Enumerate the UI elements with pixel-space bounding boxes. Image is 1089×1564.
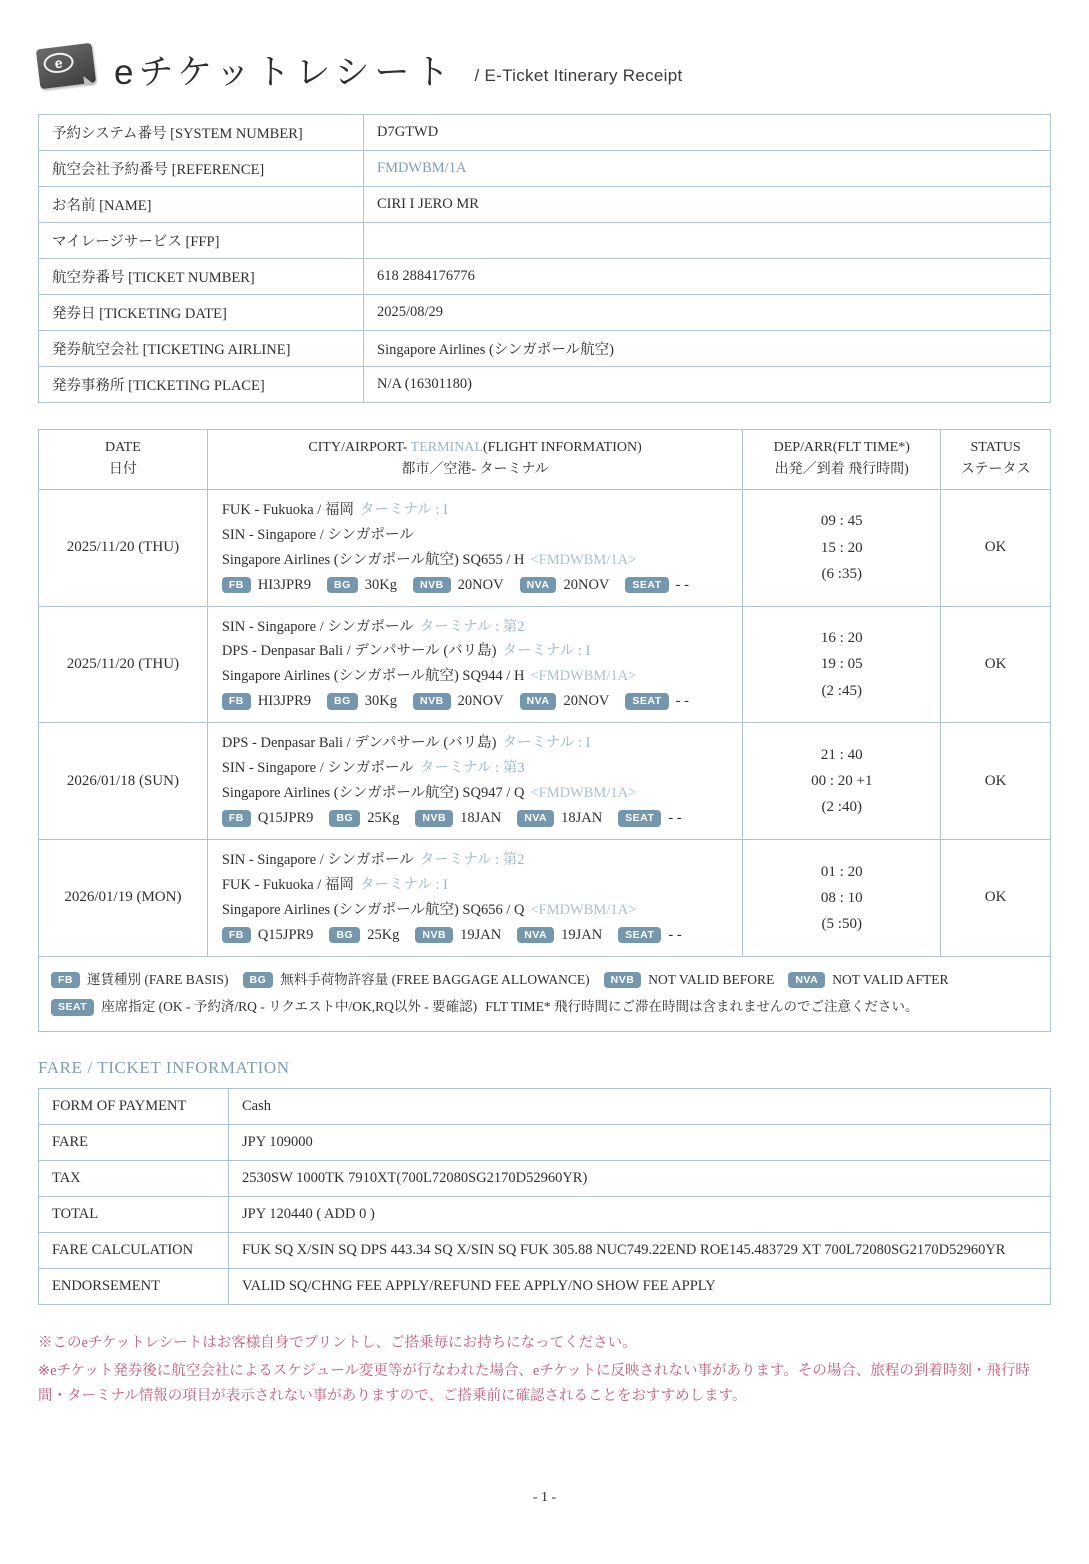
- flight-city-cell: [207, 606, 743, 723]
- arrival-time: 15 : 20: [820, 539, 863, 556]
- arrival-time: 08 : 10: [820, 889, 863, 906]
- legend-item-text: NOT VALID AFTER: [832, 971, 949, 987]
- route-line: [222, 639, 739, 664]
- col-header-city-terminal: TERMINAL: [410, 440, 483, 455]
- fare-value: JPY 109000: [229, 1125, 1051, 1161]
- booking-label: お名前 [NAME]: [39, 187, 364, 223]
- booking-label: 予約システム番号 [SYSTEM NUMBER]: [39, 115, 364, 151]
- flight-info-line: [222, 664, 739, 689]
- seat-badge: SEAT: [618, 927, 661, 944]
- col-header-date: [39, 430, 208, 490]
- booking-label: 航空会社予約番号 [REFERENCE]: [39, 151, 364, 187]
- route-text: SIN - Singapore / シンガポール: [221, 618, 414, 635]
- bg-badge: BG: [243, 972, 274, 989]
- legend-item: [243, 972, 590, 987]
- nva-value: 20NOV: [563, 576, 610, 593]
- nvb-value: 20NOV: [457, 576, 504, 593]
- arrival-time: 19 : 05: [820, 656, 863, 673]
- itinerary-header-row: [39, 430, 1051, 490]
- fare-label: ENDORSEMENT: [39, 1269, 229, 1305]
- flt-time-note: FLT TIME* 飛行時間にご滞在時間は含まれませんのでご注意ください。: [485, 999, 919, 1015]
- bg-value: 25Kg: [367, 810, 400, 827]
- legend-line-1: [51, 966, 1038, 994]
- route-text: FUK - Fukuoka / 福岡: [221, 501, 354, 518]
- terminal-text: ターミナル : 第2: [419, 618, 525, 635]
- booking-info-table: [38, 114, 1051, 403]
- eticket-logo-icon: [36, 43, 96, 90]
- eticket-logo-letter: e: [42, 51, 74, 75]
- fare-row: [39, 1161, 1051, 1197]
- flight-city-cell: [207, 840, 743, 957]
- bg-value: 30Kg: [364, 576, 397, 593]
- route-line: [222, 848, 739, 873]
- fare-section-heading: FARE / TICKET INFORMATION: [38, 1058, 290, 1078]
- booking-value: 2025/08/29: [364, 295, 1051, 331]
- flight-segment-row: [39, 489, 1051, 606]
- seat-badge: SEAT: [625, 693, 668, 710]
- departure-time: 01 : 20: [820, 863, 863, 880]
- fb-badge: FB: [51, 972, 80, 989]
- route-text: FUK - Fukuoka / 福岡: [221, 876, 354, 893]
- route-text: DPS - Denpasar Bali / デンパサール (バリ島): [221, 735, 497, 752]
- flight-city-cell: [207, 489, 743, 606]
- booking-ref-text: <FMDWBM/1A>: [530, 901, 637, 918]
- fare-value: FUK SQ X/SIN SQ DPS 443.34 SQ X/SIN SQ FUK 305.88 NUC749.22END ROE145.483729 XT 700L72080SG2170D52960YR: [229, 1233, 1051, 1269]
- fb-badge: FB: [222, 810, 251, 827]
- fare-row: [39, 1269, 1051, 1305]
- nvb-badge: NVB: [413, 577, 451, 594]
- legend-item-text: 運賃種別 (FARE BASIS): [87, 971, 229, 987]
- col-header-city-ja: 都市／空港- ターミナル: [401, 462, 549, 478]
- bg-badge: BG: [327, 693, 358, 710]
- bg-badge: BG: [329, 810, 360, 827]
- fare-value: 2530SW 1000TK 7910XT(700L72080SG2170D52960YR): [229, 1161, 1051, 1197]
- booking-label: マイレージサービス [FFP]: [39, 223, 364, 259]
- fb-value: HI3JPR9: [257, 576, 312, 593]
- flight-info-line: [222, 898, 739, 923]
- seat-value: - -: [668, 810, 682, 827]
- nva-badge: NVA: [788, 972, 825, 989]
- fb-value: Q15JPR9: [257, 926, 314, 943]
- flight-date: 2026/01/18 (SUN): [39, 723, 208, 840]
- flight-date: 2025/11/20 (THU): [39, 606, 208, 723]
- itinerary-table: [38, 429, 1051, 1032]
- flight-date: 2026/01/19 (MON): [39, 840, 208, 957]
- col-header-deparr-en: DEP/ARR(FLT TIME*): [773, 440, 910, 455]
- badge-line: [222, 573, 739, 598]
- flight-status: OK: [941, 723, 1051, 840]
- booking-value: Singapore Airlines (シンガポール航空): [364, 331, 1051, 367]
- flight-times-cell: [743, 606, 941, 723]
- flight-info-text: Singapore Airlines (シンガポール航空) SQ944 / H: [221, 668, 525, 685]
- nva-value: 20NOV: [563, 693, 610, 710]
- booking-value: N/A (16301180): [364, 367, 1051, 403]
- legend-item-text: NOT VALID BEFORE: [648, 971, 775, 987]
- booking-row: [39, 295, 1051, 331]
- flight-times-cell: [743, 489, 941, 606]
- col-header-deparr: [743, 430, 941, 490]
- nvb-badge: NVB: [604, 972, 642, 989]
- flight-segment-row: [39, 606, 1051, 723]
- route-line: [222, 731, 739, 756]
- seat-value: - -: [675, 576, 689, 593]
- nva-value: 18JAN: [561, 810, 603, 827]
- legend-cell: [39, 956, 1051, 1031]
- terminal-text: ターミナル : 第3: [419, 760, 525, 777]
- flight-segment-row: [39, 840, 1051, 957]
- col-header-status-en: STATUS: [970, 440, 1021, 455]
- fare-row: [39, 1233, 1051, 1269]
- legend-item: [788, 972, 948, 987]
- legend-item: [604, 972, 775, 987]
- nva-badge: NVA: [520, 577, 557, 594]
- legend-item-text: 無料手荷物許容量 (FREE BAGGAGE ALLOWANCE): [280, 971, 590, 987]
- nvb-badge: NVB: [415, 810, 453, 827]
- fare-label: TOTAL: [39, 1197, 229, 1233]
- terminal-text: ターミナル : I: [359, 876, 448, 893]
- terminal-text: ターミナル : I: [502, 643, 591, 660]
- seat-legend-text: 座席指定 (OK - 予約済/RQ - リクエスト中/OK,RQ以外 - 要確認): [101, 999, 478, 1015]
- booking-ref-text: <FMDWBM/1A>: [530, 668, 637, 685]
- terminal-text: ターミナル : I: [359, 501, 448, 518]
- flight-times-cell: [743, 840, 941, 957]
- flight-info-text: Singapore Airlines (シンガポール航空) SQ656 / Q: [221, 901, 525, 918]
- arrival-time: 00 : 20 +1: [811, 773, 873, 790]
- booking-row: [39, 223, 1051, 259]
- badge-line: [222, 689, 739, 714]
- route-text: SIN - Singapore / シンガポール: [221, 852, 414, 869]
- booking-label: 発券日 [TICKETING DATE]: [39, 295, 364, 331]
- route-text: SIN - Singapore / シンガポール: [221, 760, 414, 777]
- seat-badge: SEAT: [51, 999, 94, 1016]
- flight-segment-row: [39, 723, 1051, 840]
- booking-value: 618 2884176776: [364, 259, 1051, 295]
- booking-label: 航空券番号 [TICKET NUMBER]: [39, 259, 364, 295]
- fare-value: JPY 120440 ( ADD 0 ): [229, 1197, 1051, 1233]
- nvb-badge: NVB: [413, 693, 451, 710]
- nva-value: 19JAN: [561, 926, 603, 943]
- fb-value: Q15JPR9: [257, 810, 314, 827]
- flight-info-line: [222, 781, 739, 806]
- col-header-status-ja: ステータス: [960, 462, 1031, 478]
- terminal-text: ターミナル : 第2: [419, 852, 525, 869]
- nvb-value: 20NOV: [457, 693, 504, 710]
- flight-status: OK: [941, 840, 1051, 957]
- note-text: ※eチケット発券後に航空会社によるスケジュール変更等が行なわれた場合、eチケットに反映されない事があります。その場合、旅程の到着時刻・飛行時間・ターミナル情報の項目が表示されない事がありますので、ご搭乗前に確認されることをおすすめします。: [38, 1362, 1030, 1404]
- booking-label: 発券航空会社 [TICKETING AIRLINE]: [39, 331, 364, 367]
- flight-duration: (6 :35): [821, 565, 862, 582]
- booking-ref-text: <FMDWBM/1A>: [530, 551, 637, 568]
- booking-row: [39, 187, 1051, 223]
- nva-badge: NVA: [517, 927, 554, 944]
- footer-notes: [38, 1331, 1051, 1409]
- page-subtitle: / E-Ticket Itinerary Receipt: [474, 66, 683, 85]
- page-title: eチケットレシート: [114, 53, 455, 92]
- route-line: [222, 615, 739, 640]
- col-header-date-ja: 日付: [108, 462, 137, 478]
- departure-time: 16 : 20: [820, 630, 863, 647]
- fb-badge: FB: [222, 927, 251, 944]
- legend-line-2: [51, 993, 1038, 1021]
- col-header-city-prefix: CITY/AIRPORT-: [308, 440, 411, 455]
- col-header-date-en: DATE: [105, 440, 141, 455]
- route-text: SIN - Singapore / シンガポール: [221, 526, 414, 543]
- booking-label: 発券事務所 [TICKETING PLACE]: [39, 367, 364, 403]
- route-text: DPS - Denpasar Bali / デンパサール (バリ島): [221, 643, 497, 660]
- page-header: [38, 46, 1051, 90]
- fare-value: VALID SQ/CHNG FEE APPLY/REFUND FEE APPLY/NO SHOW FEE APPLY: [229, 1269, 1051, 1305]
- route-line: [222, 873, 739, 898]
- fare-label: FARE: [39, 1125, 229, 1161]
- bg-value: 25Kg: [367, 926, 400, 943]
- flight-info-text: Singapore Airlines (シンガポール航空) SQ655 / H: [221, 551, 525, 568]
- seat-value: - -: [668, 926, 682, 943]
- nvb-value: 18JAN: [460, 810, 502, 827]
- fb-value: HI3JPR9: [257, 693, 312, 710]
- flight-times-cell: [743, 723, 941, 840]
- col-header-city-suffix: (FLIGHT INFORMATION): [482, 440, 642, 455]
- seat-badge: SEAT: [625, 577, 668, 594]
- flight-date: 2025/11/20 (THU): [39, 489, 208, 606]
- terminal-text: ターミナル : I: [502, 735, 591, 752]
- legend-row: [39, 956, 1051, 1031]
- booking-row: [39, 151, 1051, 187]
- nva-badge: NVA: [517, 810, 554, 827]
- col-header-deparr-ja: 出発／到着 飛行時間): [774, 462, 909, 478]
- booking-row: [39, 259, 1051, 295]
- booking-ref-text: <FMDWBM/1A>: [530, 785, 637, 802]
- fare-row: [39, 1089, 1051, 1125]
- fb-badge: FB: [222, 693, 251, 710]
- legend-item: [51, 972, 229, 987]
- flight-duration: (2 :40): [821, 799, 862, 816]
- fare-value: Cash: [229, 1089, 1051, 1125]
- flight-info-text: Singapore Airlines (シンガポール航空) SQ947 / Q: [221, 785, 525, 802]
- nva-badge: NVA: [520, 693, 557, 710]
- nvb-badge: NVB: [415, 927, 453, 944]
- seat-badge: SEAT: [618, 810, 661, 827]
- bg-badge: BG: [327, 577, 358, 594]
- flight-status: OK: [941, 606, 1051, 723]
- booking-row: [39, 331, 1051, 367]
- booking-row: [39, 115, 1051, 151]
- fb-badge: FB: [222, 577, 251, 594]
- nvb-value: 19JAN: [460, 926, 502, 943]
- fare-label: FARE CALCULATION: [39, 1233, 229, 1269]
- page-number: - 1 -: [532, 1490, 557, 1505]
- col-header-status: [941, 430, 1051, 490]
- booking-value: CIRI I JERO MR: [364, 187, 1051, 223]
- booking-value: [364, 223, 1051, 259]
- route-line: [222, 756, 739, 781]
- flight-info-line: [222, 548, 739, 573]
- badge-line: [222, 923, 739, 948]
- booking-value: FMDWBM/1A: [364, 151, 1051, 187]
- bg-badge: BG: [329, 927, 360, 944]
- fare-label: FORM OF PAYMENT: [39, 1089, 229, 1125]
- flight-duration: (5 :50): [821, 916, 862, 933]
- booking-value: D7GTWD: [364, 115, 1051, 151]
- fare-info-table: [38, 1088, 1051, 1305]
- fare-row: [39, 1125, 1051, 1161]
- route-line: [222, 498, 739, 523]
- departure-time: 09 : 45: [820, 513, 863, 530]
- col-header-city: [207, 430, 743, 490]
- eticket-logo-fold: [83, 75, 94, 86]
- flight-duration: (2 :45): [821, 682, 862, 699]
- fare-label: TAX: [39, 1161, 229, 1197]
- seat-value: - -: [675, 693, 689, 710]
- booking-row: [39, 367, 1051, 403]
- flight-status: OK: [941, 489, 1051, 606]
- route-line: [222, 523, 739, 548]
- badge-line: [222, 806, 739, 831]
- note-text: ※このeチケットレシートはお客様自身でプリントし、ご搭乗毎にお持ちになってください。: [38, 1335, 637, 1352]
- departure-time: 21 : 40: [820, 746, 863, 763]
- bg-value: 30Kg: [364, 693, 397, 710]
- flight-city-cell: [207, 723, 743, 840]
- fare-row: [39, 1197, 1051, 1233]
